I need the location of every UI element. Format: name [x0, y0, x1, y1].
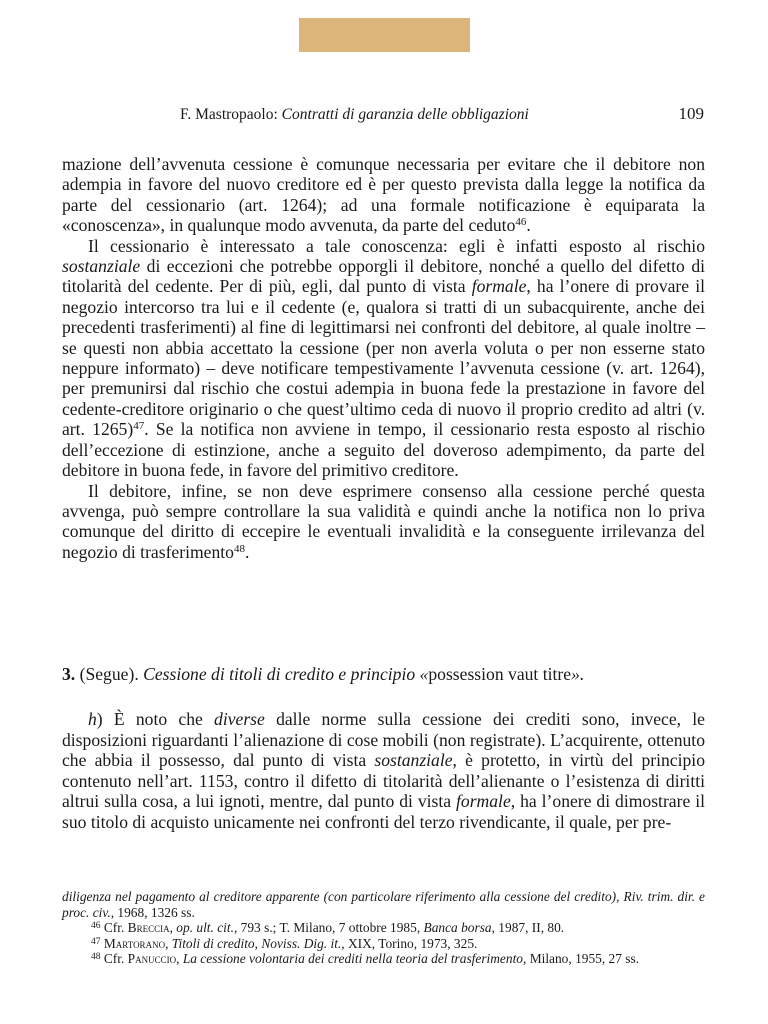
- section-number: 3.: [62, 664, 76, 684]
- main-body-text: [62, 154, 705, 562]
- running-header: [180, 106, 704, 126]
- footnote-48: $^{48}$ Cfr. Panuccio, La cessione volontaria dei crediti nella teoria del trasferimento, Milano, 1955, 27 ss.: [91, 951, 640, 966]
- paragraph-2: Il cessionario è interessato a tale conoscenza: egli è infatti esposto al rischio sostanziale di eccezioni che potrebbe opporgli il debitore, nonché a quello del difetto di titolarità del cedente. Per di più, egli, dal punto di vista formale, ha l’onere di provare il negozio intercorso tra lui e il cedente (e, qualora si tratti di un subacquirente, anche dei precedenti trasferimenti) al fine di legittimarsi nei confronti del debitore, al quale inoltre – se questi non abbia accettato la cessione (per non averla voluta o per non esserne stato neppure informato) – deve notificare tempestivamente l’avvenuta cessione (v. art. 1264), per premunirsi dal rischio che costui adempia in buona fede la prestazione in favore del cedente-creditore originario o che quest’ultimo ceda di nuovo il proprio credito ad altri (v. art. 1265)$^{47}$. Se la notifica non avviene in tempo, il cessionario resta esposto al rischio dell’eccezione di estinzione, anche a seguito del doveroso adempimento, da parte del debitore in buona fede, in favore del primitivo creditore.: [62, 235, 705, 481]
- section-heading: 3. (Segue). Cessione di titoli di credito e principio «possession vaut titre».: [62, 664, 585, 684]
- paragraph-3: Il debitore, infine, se non deve esprimere consenso alla cessione perché questa avvenga, può sempre controllare la sua validità e quindi anche la notifica non lo priva comunque del diritto di eccepire le eventuali invalidità e la conseguente irrilevanza del negozio di trasferimento$^{48}$.: [62, 480, 705, 562]
- footnote-47: $^{47}$ Martorano, Titoli di credito, Noviss. Dig. it., XIX, Torino, 1973, 325.: [91, 935, 478, 951]
- header-book-title: Contratti di garanzia delle obbligazioni: [281, 106, 529, 123]
- section-body-text: [62, 709, 705, 832]
- footnotes: [62, 889, 705, 967]
- footnote-ref-48[interactable]: 48: [233, 542, 245, 555]
- footnote-continuation: diligenza nel pagamento al creditore apparente (con particolare riferimento alla cessione del credito), Riv. trim. dir. e proc. civ., 1968, 1326 ss.: [62, 889, 706, 920]
- footnote-46: $^{46}$ Cfr. Breccia, op. ult. cit., 793 s.; T. Milano, 7 ottobre 1985, Banca borsa, 1987, II, 80.: [91, 920, 565, 935]
- chapter-tab-decoration: [299, 18, 470, 52]
- section-title: Cessione di titoli di credito e principio «: [143, 664, 429, 684]
- paragraph-1: mazione dell’avvenuta cessione è comunque necessaria per evitare che il debitore non adempia in favore del nuovo creditore ed è per questo prevista dalla legge la notifica da parte del cessionario (art. 1264); ad una formale notificazione è equiparata la «conoscenza», in qualunque modo avvenuta, da parte del ceduto$^{46}$.: [62, 154, 705, 236]
- footnote-ref-47[interactable]: 47: [133, 420, 145, 433]
- footnote-ref-46[interactable]: 46: [515, 216, 527, 229]
- paragraph-4: h) È noto che diverse dalle norme sulla cessione dei crediti sono, invece, le disposizioni riguardanti l’alienazione di cose mobili (non registrate). L’acquirente, ottenuto che abbia il possesso, dal punto di vista sostanziale, è protetto, in virtù del principio contenuto nell’art. 1153, contro il difetto di titolarità dell’alienante o l’esistenza di diritti altrui sulla cosa, a lui ignoti, mentre, dal punto di vista formale, ha l’onere di dimostrare il suo titolo di acquisto unicamente nei confronti del terzo rivendicante, il quale, per pre-: [62, 709, 706, 832]
- page-number: 109: [678, 104, 704, 123]
- header-author-title: F. Mastropaolo: Contratti di garanzia delle obbligazioni: [180, 106, 529, 123]
